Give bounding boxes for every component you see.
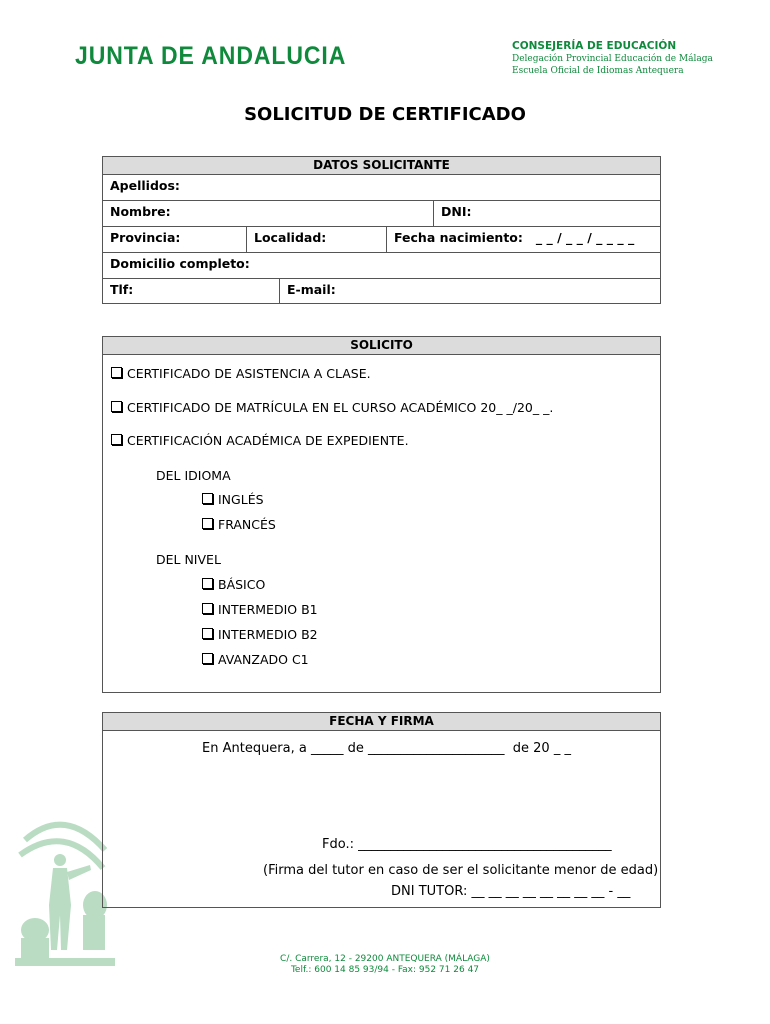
email-field[interactable]: E-mail: <box>287 282 336 297</box>
idioma-label: DEL IDIOMA <box>156 468 231 483</box>
option-intermedio-b2[interactable]: INTERMEDIO B2 <box>202 627 318 642</box>
option-asistencia[interactable]: CERTIFICADO DE ASISTENCIA A CLASE. <box>111 366 371 381</box>
firma-header: FECHA Y FIRMA <box>103 713 660 731</box>
datos-header: DATOS SOLICITANTE <box>103 157 660 175</box>
fecha-firma-section <box>102 712 661 908</box>
junta-andalucia-logo: JUNTA DE ANDALUCIA <box>75 42 347 70</box>
localidad-field[interactable]: Localidad: <box>254 230 327 245</box>
option-frances[interactable]: FRANCÉS <box>202 517 276 532</box>
org-line-1: CONSEJERÍA DE EDUCACIÓN <box>512 40 677 52</box>
checkbox-icon[interactable] <box>202 493 213 504</box>
datos-solicitante-section <box>102 156 661 304</box>
checkbox-icon[interactable] <box>202 628 213 639</box>
nivel-label: DEL NIVEL <box>156 552 221 567</box>
document-title: SOLICITUD DE CERTIFICADO <box>244 104 526 125</box>
fecha-line[interactable]: En Antequera, a _____ de _____________________ de 20 _ _ <box>202 741 571 756</box>
solicito-section <box>102 336 661 693</box>
dni-field[interactable]: DNI: <box>441 204 472 219</box>
checkbox-icon[interactable] <box>111 401 122 412</box>
option-ingles[interactable]: INGLÉS <box>202 492 264 507</box>
option-basico[interactable]: BÁSICO <box>202 577 265 592</box>
option-matricula[interactable]: CERTIFICADO DE MATRÍCULA EN EL CURSO ACADÉMICO 20_ _/20_ _. <box>111 400 553 415</box>
solicito-header: SOLICITO <box>103 337 660 355</box>
footer-phone: Telf.: 600 14 85 93/94 - Fax: 952 71 26 47 <box>290 965 480 975</box>
checkbox-icon[interactable] <box>202 653 213 664</box>
checkbox-icon[interactable] <box>202 518 213 529</box>
fecha-nacimiento-field[interactable]: Fecha nacimiento: _ _ / _ _ / _ _ _ _ <box>394 230 635 245</box>
tutor-note: (Firma del tutor en caso de ser el solicitante menor de edad) <box>263 863 659 878</box>
firma-line[interactable]: Fdo.: _______________________________________ <box>322 837 612 852</box>
provincia-field[interactable]: Provincia: <box>110 230 181 245</box>
checkbox-icon[interactable] <box>202 578 213 589</box>
option-expediente[interactable]: CERTIFICACIÓN ACADÉMICA DE EXPEDIENTE. <box>111 433 409 448</box>
option-avanzado-c1[interactable]: AVANZADO C1 <box>202 652 309 667</box>
checkbox-icon[interactable] <box>111 434 122 445</box>
domicilio-field[interactable]: Domicilio completo: <box>110 256 250 271</box>
footer-address: C/. Carrera, 12 - 29200 ANTEQUERA (MÁLAGA) <box>280 954 490 964</box>
checkbox-icon[interactable] <box>202 603 213 614</box>
andalucia-emblem-icon <box>15 810 115 970</box>
checkbox-icon[interactable] <box>111 367 122 378</box>
org-line-3: Escuela Oficial de Idiomas Antequera <box>512 66 684 76</box>
org-line-2: Delegación Provincial Educación de Málaga <box>512 54 713 64</box>
option-intermedio-b1[interactable]: INTERMEDIO B1 <box>202 602 318 617</box>
apellidos-field[interactable]: Apellidos: <box>110 178 180 193</box>
nombre-field[interactable]: Nombre: <box>110 204 171 219</box>
dni-tutor-field[interactable]: DNI TUTOR: __ __ __ __ __ __ __ __ - __ <box>391 884 631 899</box>
tlf-field[interactable]: Tlf: <box>110 282 134 297</box>
